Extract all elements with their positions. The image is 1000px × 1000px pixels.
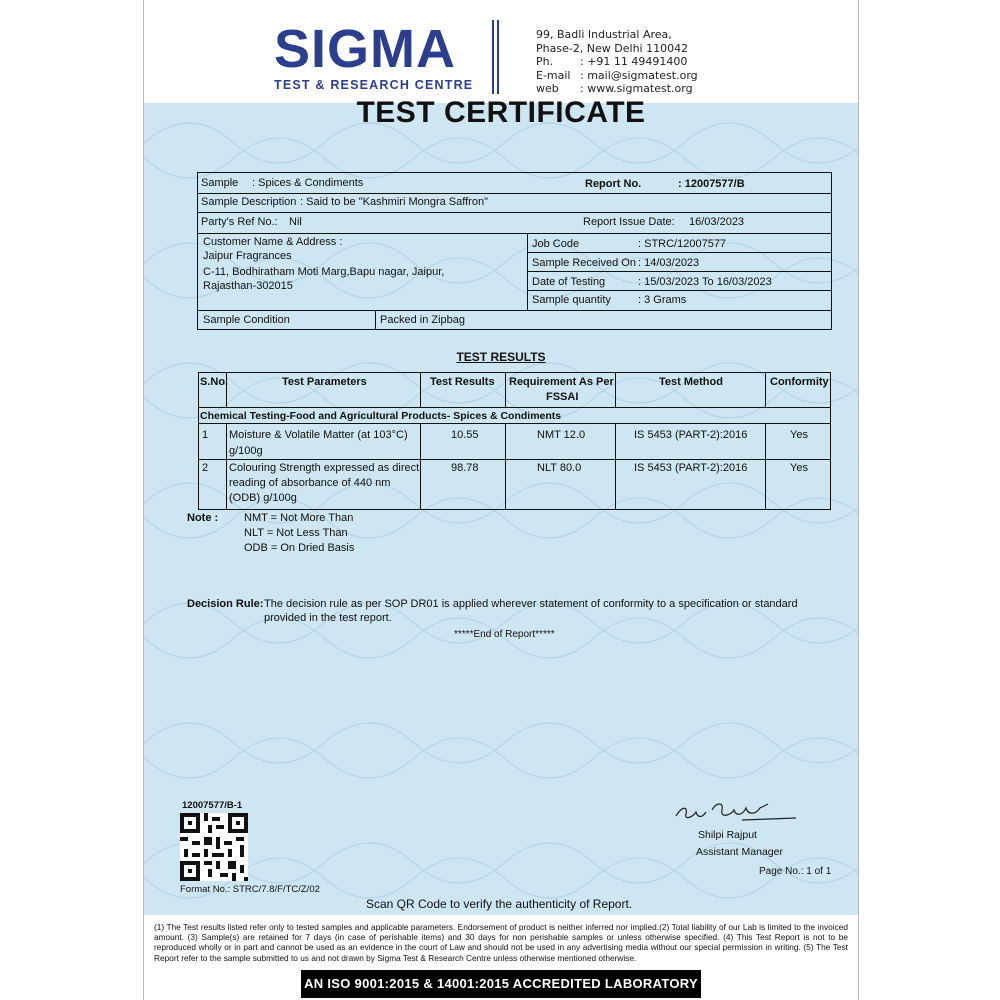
phone-value: : +91 11 49491400 <box>580 55 688 68</box>
decision-rule-text: The decision rule as per SOP DR01 is applied wherever statement of conformity to a specification or standard <box>264 598 798 610</box>
issue-date-label: Report Issue Date: <box>583 216 675 228</box>
signature <box>672 798 802 828</box>
sample-description-value: : Said to be "Kashmiri Mongra Saffron" <box>300 196 488 208</box>
row-conformity: Yes <box>790 429 808 441</box>
received-value: : 14/03/2023 <box>638 257 700 269</box>
col-requirement-sub: FSSAI <box>546 391 579 403</box>
results-table <box>198 372 831 510</box>
signatory-role: Assistant Manager <box>696 846 783 858</box>
signatory-name: Shilpi Rajput <box>698 829 757 841</box>
row-parameter: Colouring Strength expressed as direct <box>229 462 420 474</box>
row-sno: 1 <box>202 429 209 441</box>
customer-name: Jaipur Fragrances <box>203 250 292 262</box>
received-label: Sample Received On <box>532 257 636 269</box>
testing-date-label: Date of Testing <box>532 276 606 288</box>
logo-subtitle: TEST & RESEARCH CENTRE <box>274 78 474 92</box>
note-item: NLT = Not Less Than <box>244 527 348 539</box>
note-item: ODB = On Dried Basis <box>244 542 355 554</box>
certificate-page <box>143 0 859 1000</box>
email-label: E-mail <box>536 68 571 82</box>
qr-code-id: 12007577/B-1 <box>182 800 243 811</box>
results-group-label: Chemical Testing-Food and Agricultural Products- Spices & Condiments <box>200 410 562 422</box>
testing-date-value: : 15/03/2023 To 16/03/2023 <box>638 276 772 288</box>
customer-address: Rajasthan-302015 <box>203 280 293 292</box>
end-of-report: *****End of Report***** <box>454 629 555 640</box>
condition-value: Packed in Zipbag <box>380 314 465 326</box>
row-sno: 2 <box>202 462 209 474</box>
row-parameter: (ODB) g/100g <box>229 492 297 504</box>
phone-line <box>536 55 698 69</box>
phone-label: Ph. <box>536 55 554 68</box>
party-ref-label: Party's Ref No.: <box>201 216 278 228</box>
condition-label: Sample Condition <box>203 314 290 326</box>
customer-address: C-11, Bodhiratham Moti Marg,Bapu nagar, Jaipur, <box>203 266 445 278</box>
contact-block <box>536 28 698 96</box>
format-number: Format No.: STRC/7.8/F/TC/Z/02 <box>180 884 320 895</box>
row-requirement: NMT 12.0 <box>537 429 586 441</box>
job-code-value: : STRC/12007577 <box>638 238 727 250</box>
row-result: 10.55 <box>451 429 479 441</box>
row-requirement: NLT 80.0 <box>537 462 582 474</box>
web-line <box>536 82 698 96</box>
row-parameter: g/100g <box>229 445 263 457</box>
row-result: 98.78 <box>451 462 479 474</box>
row-method: IS 5453 (PART-2):2016 <box>634 429 748 441</box>
sample-label: Sample <box>201 177 239 189</box>
col-test-results: Test Results <box>430 376 495 388</box>
qr-code[interactable] <box>180 813 248 881</box>
sample-value: : Spices & Condiments <box>252 177 364 189</box>
customer-label: Customer Name & Address : <box>203 236 343 248</box>
quantity-label: Sample quantity <box>532 294 611 306</box>
sigma-logo <box>274 19 474 92</box>
row-conformity: Yes <box>790 462 808 474</box>
web-label: web <box>536 82 559 95</box>
note-item: NMT = Not More Than <box>244 512 354 524</box>
web-value: : www.sigmatest.org <box>580 82 693 95</box>
email-line <box>536 69 698 83</box>
page-number: Page No.: 1 of 1 <box>759 866 832 877</box>
row-parameter: reading of absorbance of 440 nm <box>229 477 391 489</box>
address-line: 99, Badli Industrial Area, <box>536 28 672 41</box>
scan-instruction: Scan QR Code to verify the authenticity of Report. <box>366 897 633 911</box>
issue-date-value: 16/03/2023 <box>689 216 745 228</box>
col-test-parameters: Test Parameters <box>282 376 367 388</box>
decision-rule-label: Decision Rule: <box>187 598 264 610</box>
results-heading: TEST RESULTS <box>456 350 546 364</box>
decision-rule-text: provided in the test report. <box>264 612 392 624</box>
col-requirement: Requirement As Per <box>509 376 614 388</box>
row-parameter: Moisture & Volatile Matter (at 103°C) <box>229 429 408 441</box>
report-no-value: : 12007577/B <box>678 178 745 190</box>
accreditation-bar: AN ISO 9001:2015 & 14001:2015 ACCREDITED LABORATORY <box>301 970 701 998</box>
quantity-value: : 3 Grams <box>638 294 687 306</box>
col-test-method: Test Method <box>659 376 723 388</box>
party-ref-value: Nil <box>289 216 302 228</box>
logo-word: SIGMA <box>274 19 457 79</box>
col-sno: S.No. <box>200 376 229 388</box>
row-method: IS 5453 (PART-2):2016 <box>634 462 748 474</box>
col-conformity: Conformity <box>770 376 829 388</box>
logo-divider <box>492 20 504 94</box>
report-no-label: Report No. <box>585 178 642 190</box>
email-value: : mail@sigmatest.org <box>580 68 698 82</box>
footer-terms: (1) The Test results listed refer only to tested samples and applicable parameters. Endorsement of product is neither inferred nor implied.(2) Total liability of our Lab is limited to the invoiced amount. (3) Sample(s) are retained for 7 days (in case of perishable items) and 30 days for non perishable samples or unless otherwise specified. (4) This Test Report is not to be reproduced wholly or in part and cannot be used as an evidence in the court of Law and should not be used in any advertising media without our special permission in writing. (5) The Test Report refer to the sample submitted to us and not drawn by Sigma Test & Research Centre unless otherwise mentioned otherwise. <box>154 922 848 963</box>
address-line: Phase-2, New Delhi 110042 <box>536 41 689 55</box>
note-label: Note : <box>187 512 219 524</box>
certificate-title: TEST CERTIFICATE <box>356 96 646 129</box>
sample-description-label: Sample Description <box>201 196 297 208</box>
job-code-label: Job Code <box>532 238 580 250</box>
